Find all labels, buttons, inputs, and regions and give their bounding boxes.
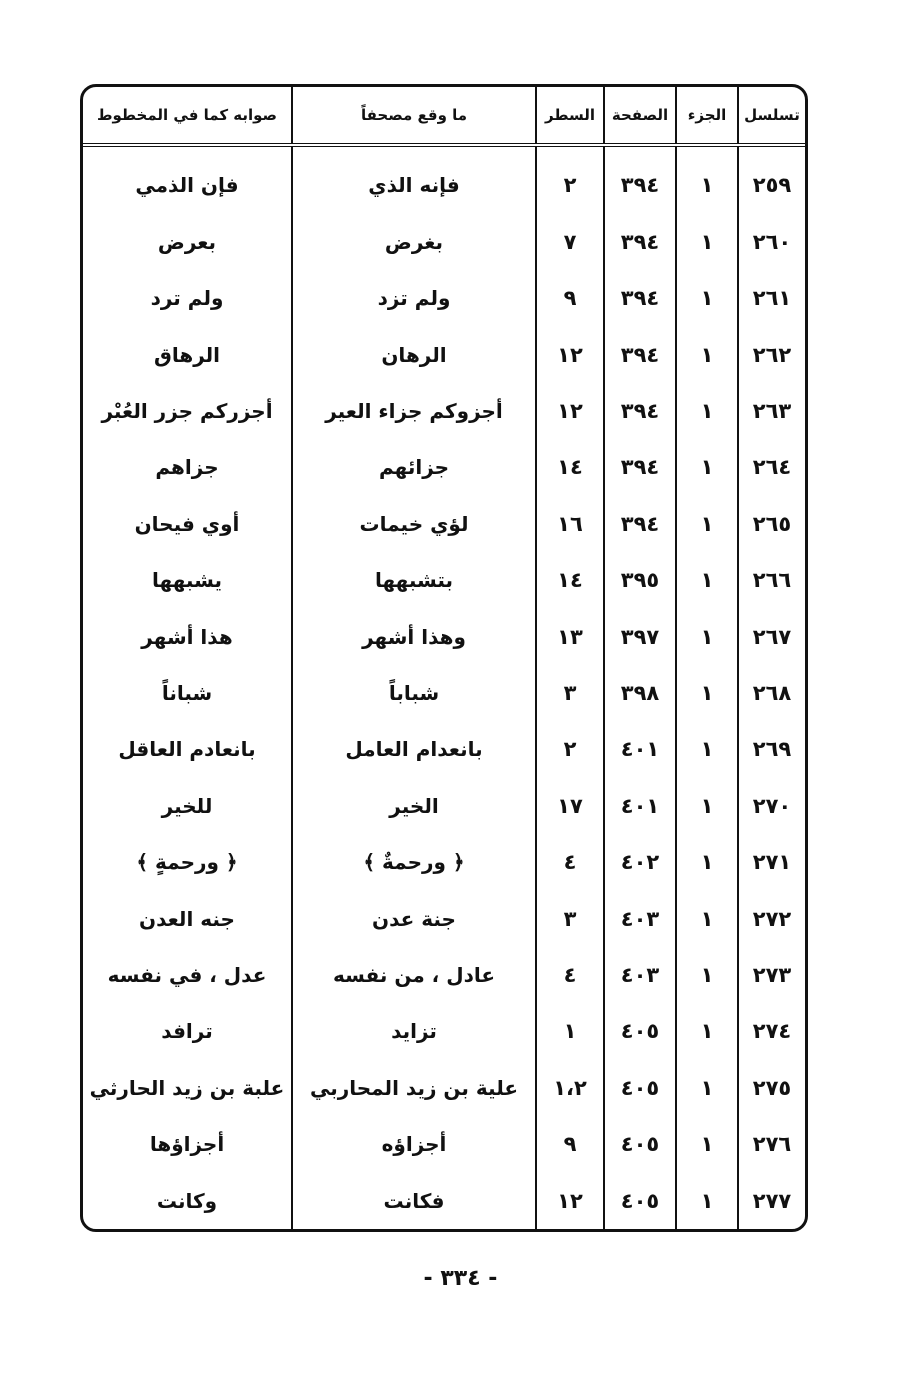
cell-part: ١ xyxy=(676,1060,738,1116)
cell-page: ٣٩٨ xyxy=(604,665,676,721)
cell-part: ١ xyxy=(676,326,738,382)
header-part: الجزء xyxy=(676,87,738,145)
table-header-row xyxy=(83,87,805,145)
table-row xyxy=(83,1003,805,1059)
cell-part: ١ xyxy=(676,214,738,270)
cell-page: ٤٠١ xyxy=(604,778,676,834)
cell-serial: ٢٦٦ xyxy=(752,568,792,593)
table-row xyxy=(83,145,805,214)
cell-serial: ٢٦١ xyxy=(752,286,792,311)
cell-wrong: أجزاؤه xyxy=(292,1116,536,1172)
cell-correct: بانعادم العاقل xyxy=(83,721,292,777)
table-row xyxy=(83,214,805,270)
cell-wrong: عادل ، من نفسه xyxy=(292,947,536,1003)
table-row xyxy=(83,383,805,439)
cell-wrong: ﴿ ورحمةٌ ﴾ xyxy=(292,834,536,890)
cell-correct: الرهاق xyxy=(83,326,292,382)
cell-line: ١٤ xyxy=(536,439,604,495)
table-row xyxy=(83,665,805,721)
cell-wrong: فكانت xyxy=(292,1172,536,1229)
cell-page: ٤٠٥ xyxy=(604,1060,676,1116)
cell-serial: ٢٦٢ xyxy=(752,342,792,367)
cell-part: ١ xyxy=(676,834,738,890)
table-row xyxy=(83,439,805,495)
errata-table-frame xyxy=(80,84,808,1232)
table-row xyxy=(83,552,805,608)
table-row xyxy=(83,834,805,890)
cell-line: ٢ xyxy=(536,721,604,777)
cell-serial: ٢٦٠ xyxy=(752,229,792,254)
cell-page: ٤٠٣ xyxy=(604,947,676,1003)
cell-page: ٤٠١ xyxy=(604,721,676,777)
cell-page: ٣٩٤ xyxy=(604,496,676,552)
cell-part: ١ xyxy=(676,1116,738,1172)
cell-correct: أوي فيحان xyxy=(83,496,292,552)
cell-correct: جزاهم xyxy=(83,439,292,495)
cell-wrong: بتشبهها xyxy=(292,552,536,608)
cell-line: ١٢ xyxy=(536,1172,604,1229)
table-row xyxy=(83,270,805,326)
cell-wrong: الرهان xyxy=(292,326,536,382)
table-row xyxy=(83,890,805,946)
cell-line: ١،٢ xyxy=(536,1060,604,1116)
cell-line: ١٣ xyxy=(536,608,604,664)
cell-serial: ٢٧١ xyxy=(752,850,792,875)
cell-serial: ٢٧٢ xyxy=(752,906,792,931)
cell-serial: ٢٦٣ xyxy=(752,398,792,423)
table-row xyxy=(83,496,805,552)
cell-serial: ٢٧٧ xyxy=(752,1188,792,1213)
cell-serial: ٢٦٩ xyxy=(752,737,792,762)
cell-wrong: بغرض xyxy=(292,214,536,270)
cell-line: ١٧ xyxy=(536,778,604,834)
cell-correct: عدل ، في نفسه xyxy=(83,947,292,1003)
cell-page: ٣٩٤ xyxy=(604,145,676,214)
cell-correct: بعرض xyxy=(83,214,292,270)
cell-page: ٤٠٥ xyxy=(604,1003,676,1059)
cell-correct: يشبهها xyxy=(83,552,292,608)
table-row xyxy=(83,1116,805,1172)
table-row xyxy=(83,947,805,1003)
cell-wrong: جزائهم xyxy=(292,439,536,495)
cell-serial: ٢٧٠ xyxy=(752,793,792,818)
cell-line: ٧ xyxy=(536,214,604,270)
cell-serial: ٢٦٥ xyxy=(752,511,792,536)
cell-wrong: جنة عدن xyxy=(292,890,536,946)
cell-line: ١٤ xyxy=(536,552,604,608)
cell-serial: ٢٧٣ xyxy=(752,962,792,987)
cell-line: ٤ xyxy=(536,834,604,890)
cell-page: ٣٩٤ xyxy=(604,326,676,382)
cell-wrong: تزايد xyxy=(292,1003,536,1059)
cell-line: ٩ xyxy=(536,270,604,326)
cell-part: ١ xyxy=(676,947,738,1003)
cell-serial: ٢٥٩ xyxy=(752,173,792,198)
cell-line: ٣ xyxy=(536,890,604,946)
header-serial: تسلسل xyxy=(738,87,805,145)
cell-part: ١ xyxy=(676,383,738,439)
cell-correct: علبة بن زيد الحارثي xyxy=(83,1060,292,1116)
cell-wrong: شباباً xyxy=(292,665,536,721)
table-row xyxy=(83,1060,805,1116)
cell-correct: ﴿ ورحمةٍ ﴾ xyxy=(83,834,292,890)
cell-page: ٣٩٤ xyxy=(604,439,676,495)
header-line: السطر xyxy=(536,87,604,145)
cell-page: ٤٠٢ xyxy=(604,834,676,890)
cell-wrong: لؤي خيمات xyxy=(292,496,536,552)
cell-correct: ترافد xyxy=(83,1003,292,1059)
cell-part: ١ xyxy=(676,721,738,777)
cell-serial: ٢٦٧ xyxy=(752,624,792,649)
table-body xyxy=(83,145,805,1229)
cell-part: ١ xyxy=(676,1003,738,1059)
cell-correct: فإن الذمي xyxy=(83,145,292,214)
cell-part: ١ xyxy=(676,145,738,214)
errata-table xyxy=(83,87,805,1229)
cell-line: ٩ xyxy=(536,1116,604,1172)
cell-page: ٣٩٤ xyxy=(604,270,676,326)
cell-page: ٤٠٥ xyxy=(604,1172,676,1229)
cell-correct: أجزركم جزر العُبْر xyxy=(83,383,292,439)
cell-line: ٢ xyxy=(536,145,604,214)
table-row xyxy=(83,721,805,777)
cell-correct: للخير xyxy=(83,778,292,834)
cell-correct: ولم ترد xyxy=(83,270,292,326)
cell-part: ١ xyxy=(676,778,738,834)
table-row xyxy=(83,326,805,382)
cell-page: ٣٩٧ xyxy=(604,608,676,664)
cell-page: ٣٩٥ xyxy=(604,552,676,608)
cell-serial: ٢٧٥ xyxy=(752,1075,792,1100)
cell-part: ١ xyxy=(676,496,738,552)
cell-part: ١ xyxy=(676,665,738,721)
cell-page: ٣٩٤ xyxy=(604,214,676,270)
cell-line: ٤ xyxy=(536,947,604,1003)
cell-correct: جنه العدن xyxy=(83,890,292,946)
table-row xyxy=(83,778,805,834)
header-correct: صوابه كما في المخطوط xyxy=(83,87,292,145)
cell-part: ١ xyxy=(676,552,738,608)
cell-wrong: وهذا أشهر xyxy=(292,608,536,664)
cell-serial: ٢٧٤ xyxy=(752,1019,792,1044)
cell-part: ١ xyxy=(676,890,738,946)
cell-serial: ٢٧٦ xyxy=(752,1132,792,1157)
cell-part: ١ xyxy=(676,270,738,326)
cell-wrong: ولم تزد xyxy=(292,270,536,326)
cell-correct: أجزاؤها xyxy=(83,1116,292,1172)
table-row xyxy=(83,608,805,664)
cell-wrong: أجزوكم جزاء العير xyxy=(292,383,536,439)
cell-line: ١ xyxy=(536,1003,604,1059)
header-page: الصفحة xyxy=(604,87,676,145)
cell-line: ١٦ xyxy=(536,496,604,552)
cell-correct: شباناً xyxy=(83,665,292,721)
cell-page: ٤٠٥ xyxy=(604,1116,676,1172)
cell-wrong: فإنه الذي xyxy=(292,145,536,214)
cell-part: ١ xyxy=(676,1172,738,1229)
cell-part: ١ xyxy=(676,608,738,664)
cell-correct: وكانت xyxy=(83,1172,292,1229)
cell-line: ١٢ xyxy=(536,326,604,382)
cell-page: ٤٠٣ xyxy=(604,890,676,946)
cell-part: ١ xyxy=(676,439,738,495)
cell-serial: ٢٦٨ xyxy=(752,680,792,705)
cell-serial: ٢٦٤ xyxy=(752,455,792,480)
cell-wrong: الخير xyxy=(292,778,536,834)
cell-page: ٣٩٤ xyxy=(604,383,676,439)
cell-correct: هذا أشهر xyxy=(83,608,292,664)
cell-wrong: بانعدام العامل xyxy=(292,721,536,777)
cell-line: ١٢ xyxy=(536,383,604,439)
page-number: - ٣٣٤ - xyxy=(423,1266,498,1291)
table-row xyxy=(83,1172,805,1229)
header-wrong: ما وقع مصحفاً xyxy=(292,87,536,145)
cell-line: ٣ xyxy=(536,665,604,721)
cell-wrong: علية بن زيد المحاربي xyxy=(292,1060,536,1116)
